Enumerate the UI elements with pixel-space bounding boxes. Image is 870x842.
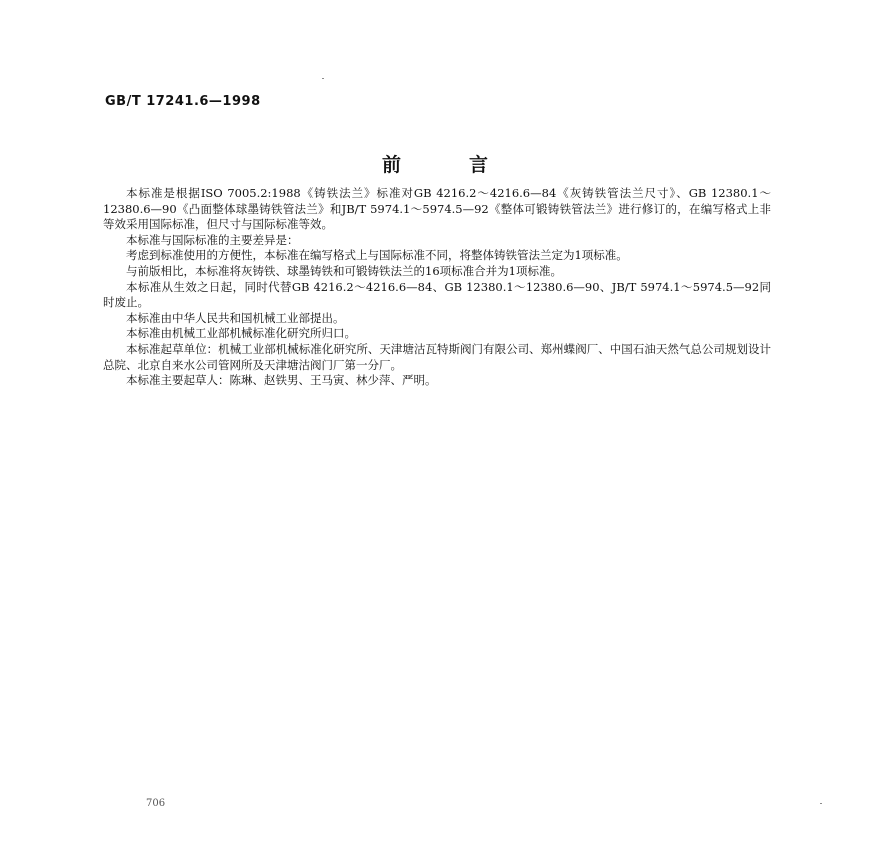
paragraph-basis: 本标准是根据ISO 7005.2:1988《铸铁法兰》标准对GB 4216.2～4216.6—84《灰铸铁管法兰尺寸》、GB 12380.1～12380.6—90《凸面整体球墨铸铁管法兰》和JB/T 5974.1～5974.5—92《整体可锻铸铁管法兰》进行修订的，在编写格式上非等效采用国际标准，但尺寸与国际标准等效。	[103, 186, 771, 232]
paragraph-differences: 考虑到标准使用的方便性，本标准在编写格式上与国际标准不同，将整体铸铁管法兰定为1项标准。	[126, 248, 628, 263]
paragraph-changes: 与前版相比，本标准将灰铸铁、球墨铸铁和可锻铸铁法兰的16项标准合并为1项标准。	[126, 263, 562, 278]
paragraph-drafters: 本标准主要起草人：陈琳、赵铁男、王马寅、林少萍、严明。	[126, 373, 437, 388]
paragraph-replacement: 本标准从生效之日起，同时代替GB 4216.2～4216.6—84、GB 12380.1～12380.6—90、JB/T 5974.1～5974.5—92同时废止。	[103, 279, 771, 310]
page-number: 706	[146, 798, 166, 809]
scan-speck	[820, 803, 822, 804]
scan-speck	[322, 78, 324, 79]
foreword-body	[103, 186, 771, 389]
standard-code: GB/T 17241.6—1998	[105, 94, 261, 109]
paragraph-managed-by: 本标准由机械工业部机械标准化研究所归口。	[126, 326, 356, 341]
paragraph-proposed-by: 本标准由中华人民共和国机械工业部提出。	[126, 310, 345, 325]
page-title: 前言	[381, 154, 556, 176]
paragraph-differences-intro: 本标准与国际标准的主要差异是：	[126, 232, 299, 247]
paragraph-drafting-units: 本标准起草单位：机械工业部机械标准化研究所、天津塘沽瓦特斯阀门有限公司、郑州蝶阀厂、中国石油天然气总公司规划设计总院、北京自来水公司管网所及天津塘沽阀门厂第一分厂。	[103, 341, 771, 372]
